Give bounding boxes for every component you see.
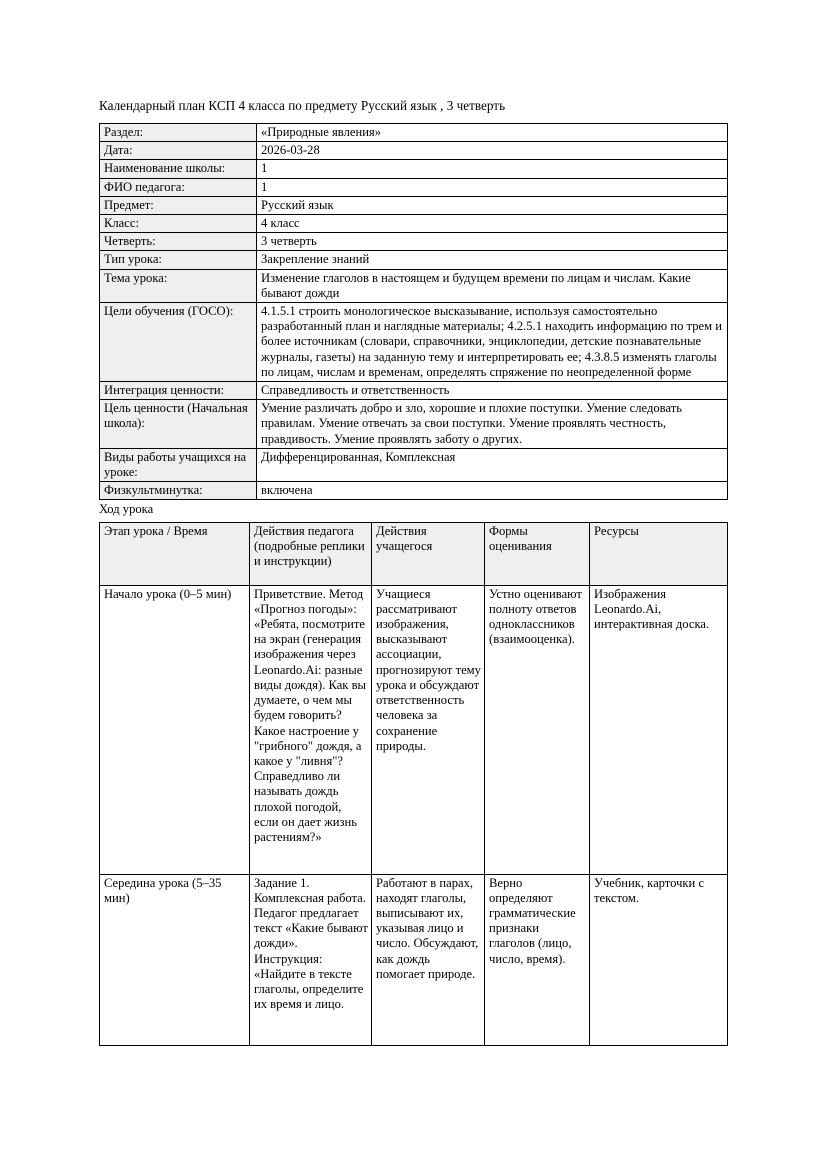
info-value: 2026-03-28 [257, 142, 728, 160]
cell-assessment [485, 585, 590, 874]
cell-resources-text: Учебник, карточки с текстом. [594, 875, 705, 905]
info-value: включена [257, 482, 728, 500]
info-label: Дата: [100, 142, 257, 160]
lesson-info-table [99, 123, 728, 500]
table-row [100, 303, 728, 382]
info-value: Умение различать добро и зло, хорошие и плохие поступки. Умение следовать правилам. Умение отвечать за свои поступки. Умение проявлять честность, правдивость. Умение проявлять заботу о других. [257, 400, 728, 449]
info-value: 1 [257, 178, 728, 196]
cell-student-text: Учащиеся рассматривают изображения, высказывают ассоциации, прогнозируют тему урока и обсуждают ответственность человека за сохранение природы. [376, 586, 481, 753]
cell-teacher-text: Задание 1. Комплексная работа. Педагог предлагает текст «Какие бывают дожди». Инструкция: «Найдите в тексте глаголы, определите их время и лицо. [254, 875, 368, 1012]
info-label: Виды работы учащихся на уроке: [100, 448, 257, 481]
info-value: Дифференцированная, Комплексная [257, 448, 728, 481]
info-label: Цель ценности (Начальная школа): [100, 400, 257, 449]
cell-teacher-text: Приветствие. Метод «Прогноз погоды»: «Ребята, посмотрите на экран (генерация изображения через Leonardo.Ai: разные виды дождя). Как вы думаете, о чем мы будем говорить? Какое настроение у "грибного" дождя, а какое у "ливня"? Справедливо ли называть дождь плохой погодой, если он дает жизнь растениям?» [254, 586, 366, 844]
info-label: ФИО педагога: [100, 178, 257, 196]
cell-assessment-text: Устно оценивают полноту ответов одноклассников (взаимооценка). [489, 586, 582, 647]
table-row [100, 874, 728, 1045]
info-value: Справедливость и ответственность [257, 382, 728, 400]
info-value: 3 четверть [257, 233, 728, 251]
table-row [100, 382, 728, 400]
info-label: Раздел: [100, 124, 257, 142]
cell-resources [590, 874, 728, 1045]
lesson-flow-table [99, 522, 728, 1046]
column-header-student-actions: Действия учащегося [372, 522, 485, 585]
table-row [100, 251, 728, 269]
lesson-flow-header [100, 522, 728, 585]
page-title: Календарный план КСП 4 класса по предмету Русский язык , 3 четверть [99, 98, 506, 113]
info-label: Цели обучения (ГОСО): [100, 303, 257, 382]
cell-student-actions [372, 874, 485, 1045]
info-value: Русский язык [257, 196, 728, 214]
table-row [100, 233, 728, 251]
lesson-flow-body [100, 585, 728, 1045]
cell-teacher-actions [250, 874, 372, 1045]
info-label: Наименование школы: [100, 160, 257, 178]
table-row [100, 448, 728, 481]
table-row [100, 482, 728, 500]
column-header-teacher-actions: Действия педагога (подробные реплики и инструкции) [250, 522, 372, 585]
table-row [100, 142, 728, 160]
cell-stage-text: Середина урока (5–35 мин) [104, 875, 222, 905]
table-row [100, 400, 728, 449]
info-value: Закрепление знаний [257, 251, 728, 269]
info-label: Тема урока: [100, 269, 257, 302]
cell-student-text: Работают в парах, находят глаголы, выписывают их, указывая лицо и число. Обсуждают, как дождь помогает природе. [376, 875, 479, 981]
column-header-assessment: Формы оценивания [485, 522, 590, 585]
cell-stage [100, 874, 250, 1045]
table-row [100, 215, 728, 233]
cell-stage [100, 585, 250, 874]
table-row [100, 124, 728, 142]
info-value: 1 [257, 160, 728, 178]
info-label: Четверть: [100, 233, 257, 251]
table-row [100, 269, 728, 302]
info-label: Физкультминутка: [100, 482, 257, 500]
info-label: Тип урока: [100, 251, 257, 269]
table-header-row [100, 522, 728, 585]
column-header-resources: Ресурсы [590, 522, 728, 585]
info-label: Предмет: [100, 196, 257, 214]
info-value: 4.1.5.1 строить монологическое высказывание, используя самостоятельно разработанный план и наглядные материалы; 4.2.5.1 находить информацию по трем и более источникам (словари, справочники, энциклопедии, детские познавательные журналы, газеты) на заданную тему и интерпретировать ее; 4.3.8.5 изменять глаголы по лицам, числам и временам, определять спряжение по неопределенной форме [257, 303, 728, 382]
cell-resources [590, 585, 728, 874]
table-row [100, 178, 728, 196]
column-header-stage: Этап урока / Время [100, 522, 250, 585]
cell-assessment-text: Верно определяют грамматические признаки глаголов (лицо, число, время). [489, 875, 576, 966]
cell-student-actions [372, 585, 485, 874]
table-row [100, 585, 728, 874]
cell-stage-text: Начало урока (0–5 мин) [104, 586, 232, 601]
lesson-info-body [100, 124, 728, 500]
cell-assessment [485, 874, 590, 1045]
info-label: Интеграция ценности: [100, 382, 257, 400]
info-value: Изменение глаголов в настоящем и будущем времени по лицам и числам. Какие бывают дожди [257, 269, 728, 302]
table-row [100, 196, 728, 214]
cell-resources-text: Изображения Leonardo.Ai, интерактивная доска. [594, 586, 710, 632]
flow-section-label: Ход урока [99, 502, 154, 517]
info-value: «Природные явления» [257, 124, 728, 142]
info-label: Класс: [100, 215, 257, 233]
table-row [100, 160, 728, 178]
cell-teacher-actions [250, 585, 372, 874]
info-value: 4 класс [257, 215, 728, 233]
